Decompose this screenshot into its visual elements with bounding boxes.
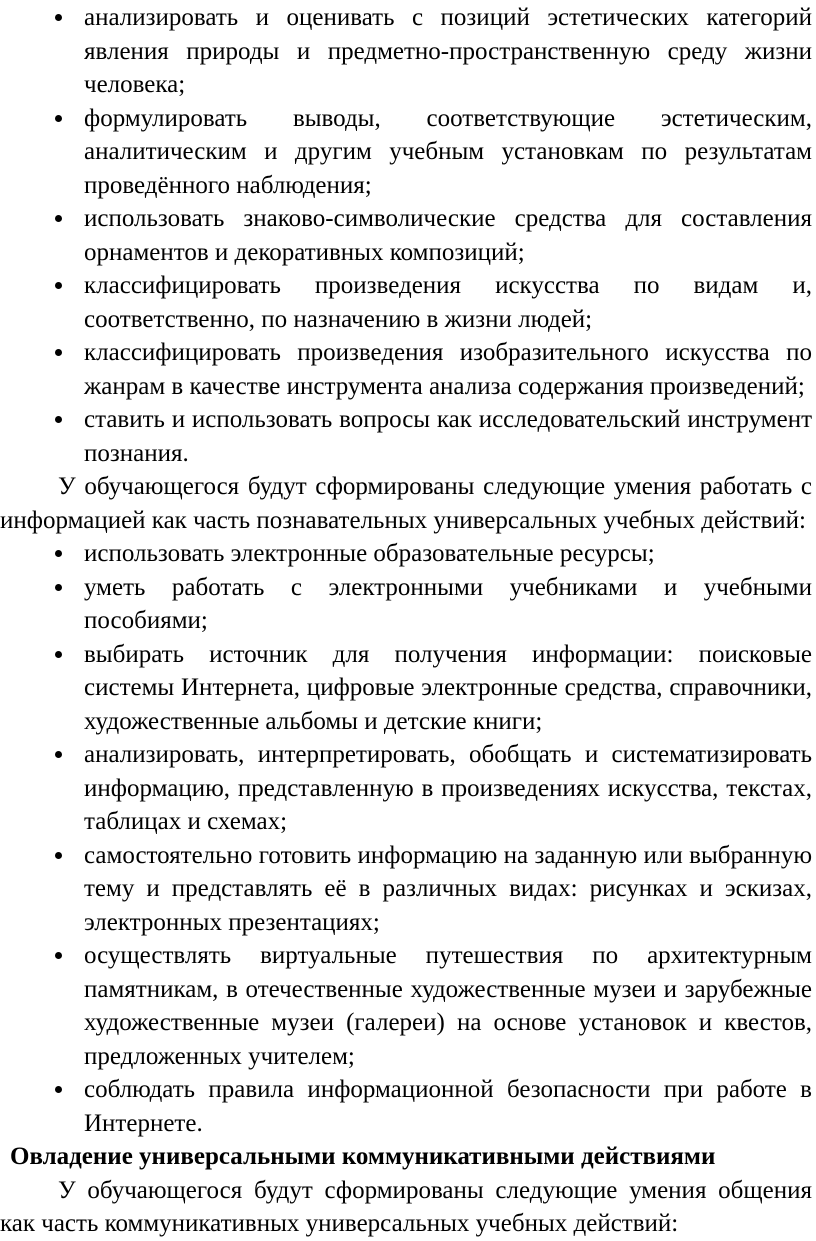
list-item-text: классифицировать произведения изобразительного искусства по жанрам в качестве инструмента анализа содержания произведений; [84,339,812,400]
list-item [0,403,816,470]
list-item-text: использовать знаково-символические средства для составления орнаментов и декоративных композиций; [84,205,812,266]
list-item [0,738,816,839]
list-item [0,269,816,336]
bullet-icon [55,1086,62,1093]
list-item [0,336,816,403]
bullet-icon [55,215,62,222]
bullet-icon [55,751,62,758]
list-item-text: самостоятельно готовить информацию на заданную или выбранную тему и представлять её в различных видах: рисунках и эскизах, электронных презентациях; [84,841,812,936]
section-heading: Овладение универсальными коммуникативными действиями [10,1143,716,1170]
list-item [0,102,816,203]
list-item-text: соблюдать правила информационной безопасности при работе в Интернете. [84,1076,812,1137]
list-item-text: осуществлять виртуальные путешествия по архитектурным памятникам, в отечественные художественные музеи и зарубежные художественные музеи (галереи) на основе установок и квестов, предложенных учителем; [84,942,812,1070]
bullet-icon [55,115,62,122]
bullet-icon [55,550,62,557]
bullet-icon [55,282,62,289]
list-item-text: анализировать, интерпретировать, обобщать и систематизировать информацию, представленную в произведениях искусства, текстах, таблицах и схемах; [84,741,812,835]
paragraph-information-skills: У обучающегося будут сформированы следующие умения работать с информацией как часть познавательных универсальных учебных действий: [0,473,812,534]
list-item [0,839,816,940]
list-item [0,638,816,739]
bullet-icon [55,852,62,859]
bullet-icon [55,952,62,959]
bullet-list-information [0,537,816,1140]
bullet-icon [55,14,62,21]
list-item [0,939,816,1073]
paragraph-communication-skills: У обучающегося будут сформированы следующие умения общения как часть коммуникативных универсальных учебных действий: [0,1176,812,1237]
bullet-icon [55,416,62,423]
list-item-text: формулировать выводы, соответствующие эстетическим, аналитическим и другим учебным установкам по результатам проведённого наблюдения; [84,104,812,199]
list-item-text: анализировать и оценивать с позиций эстетических категорий явления природы и предметно-пространственную среду жизни человека; [84,4,812,98]
list-item-text: уметь работать с электронными учебниками и учебными пособиями; [84,573,812,634]
list-item-text: ставить и использовать вопросы как исследовательский инструмент познания. [84,406,812,467]
bullet-icon [55,349,62,356]
list-item-text: использовать электронные образовательные ресурсы; [84,540,655,567]
list-item [0,1073,816,1140]
list-item [0,537,816,571]
list-item [0,202,816,269]
list-item-text: выбирать источник для получения информации: поисковые системы Интернета, цифровые электронные средства, справочники, художественные альбомы и детские книги; [84,640,812,735]
bullet-icon [55,651,62,658]
list-item [0,1,816,102]
bullet-icon [55,584,62,591]
list-item [0,571,816,638]
list-item-text: классифицировать произведения искусства по видам и, соответственно, по назначению в жизни людей; [84,272,812,333]
bullet-list-cognitive [0,1,816,470]
